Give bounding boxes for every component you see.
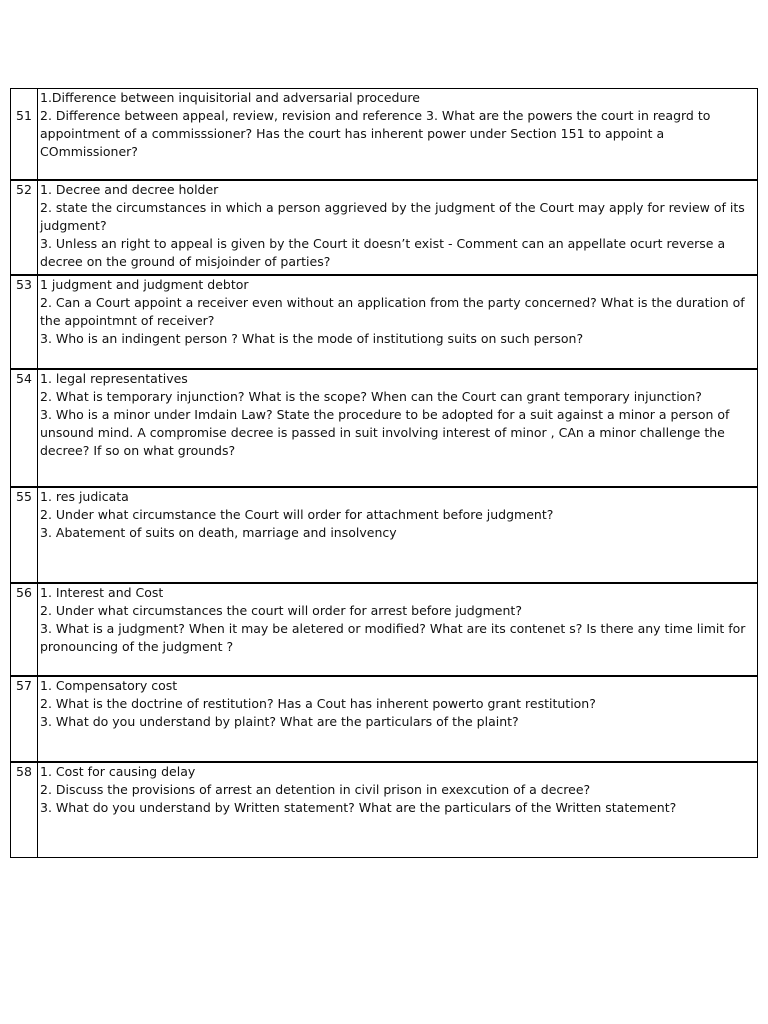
question-line: 2. Can a Court appoint a receiver even without an application from the party concerned? What is the duration of the appointmnt of receiver? <box>40 295 745 328</box>
question-line: 2. Difference between appeal, review, revision and reference 3. What are the powers the court in reagrd to appointment of a commisssioner? Has the court has inherent power under Section 151 to appoint a COmmissioner? <box>40 108 711 159</box>
row-questions <box>40 276 753 348</box>
row-number: 51 <box>11 89 38 179</box>
row-number: 52 <box>11 181 38 274</box>
row-number: 54 <box>11 370 38 486</box>
table-row <box>10 762 758 858</box>
question-line: 1 judgment and judgment debtor <box>40 277 249 292</box>
question-line: 1. Compensatory cost <box>40 678 178 693</box>
row-questions <box>40 488 753 542</box>
question-line: 3. Unless an right to appeal is given by the Court it doesn’t exist - Comment can an appellate ocurt reverse a decree on the ground of misjoinder of parties? <box>40 236 726 269</box>
question-line: 3. What do you understand by Written statement? What are the particulars of the Written statement? <box>40 800 677 815</box>
row-questions <box>40 181 753 271</box>
row-questions <box>40 677 753 731</box>
row-number: 58 <box>11 763 38 857</box>
row-number: 57 <box>11 677 38 761</box>
question-line: 2. What is the doctrine of restitution? Has a Cout has inherent powerto grant restitution? <box>40 696 596 711</box>
table-row <box>10 487 758 583</box>
row-number: 56 <box>11 584 38 675</box>
table-row <box>10 583 758 676</box>
question-line: 2. What is temporary injunction? What is the scope? When can the Court can grant temporary injunction? <box>40 389 702 404</box>
table-row <box>10 369 758 487</box>
row-questions <box>40 763 753 817</box>
question-line: 3. Who is an indingent person ? What is the mode of institutiong suits on such person? <box>40 331 584 346</box>
question-line: 2. state the circumstances in which a person aggrieved by the judgment of the Court may apply for review of its judgment? <box>40 200 745 233</box>
question-line: 3. Abatement of suits on death, marriage and insolvency <box>40 525 397 540</box>
table-row <box>10 180 758 275</box>
question-line: 3. What is a judgment? When it may be aletered or modified? What are its contenet s? Is there any time limit for pronouncing of the judgment ? <box>40 621 746 654</box>
question-line: 1. Decree and decree holder <box>40 182 219 197</box>
table-row <box>10 676 758 762</box>
row-number: 53 <box>11 276 38 368</box>
row-number: 55 <box>11 488 38 582</box>
question-line: 2. Discuss the provisions of arrest an detention in civil prison in exexcution of a decree? <box>40 782 591 797</box>
table-row <box>10 275 758 369</box>
question-line: 1. Cost for causing delay <box>40 764 196 779</box>
question-line: 3. Who is a minor under Imdain Law? State the procedure to be adopted for a suit against a minor a person of unsound mind. A compromise decree is passed in suit involving interest of minor , CAn a minor challenge the decree? If so on what grounds? <box>40 407 730 458</box>
question-line: 3. What do you understand by plaint? What are the particulars of the plaint? <box>40 714 519 729</box>
row-questions <box>40 89 753 161</box>
question-line: 2. Under what circumstance the Court will order for attachment before judgment? <box>40 507 554 522</box>
question-line: 1. res judicata <box>40 489 129 504</box>
question-line: 1.Difference between inquisitorial and adversarial procedure <box>40 90 420 105</box>
question-line: 2. Under what circumstances the court will order for arrest before judgment? <box>40 603 522 618</box>
question-line: 1. Interest and Cost <box>40 585 164 600</box>
table-row <box>10 88 758 180</box>
row-questions <box>40 584 753 656</box>
row-questions <box>40 370 753 460</box>
question-line: 1. legal representatives <box>40 371 188 386</box>
